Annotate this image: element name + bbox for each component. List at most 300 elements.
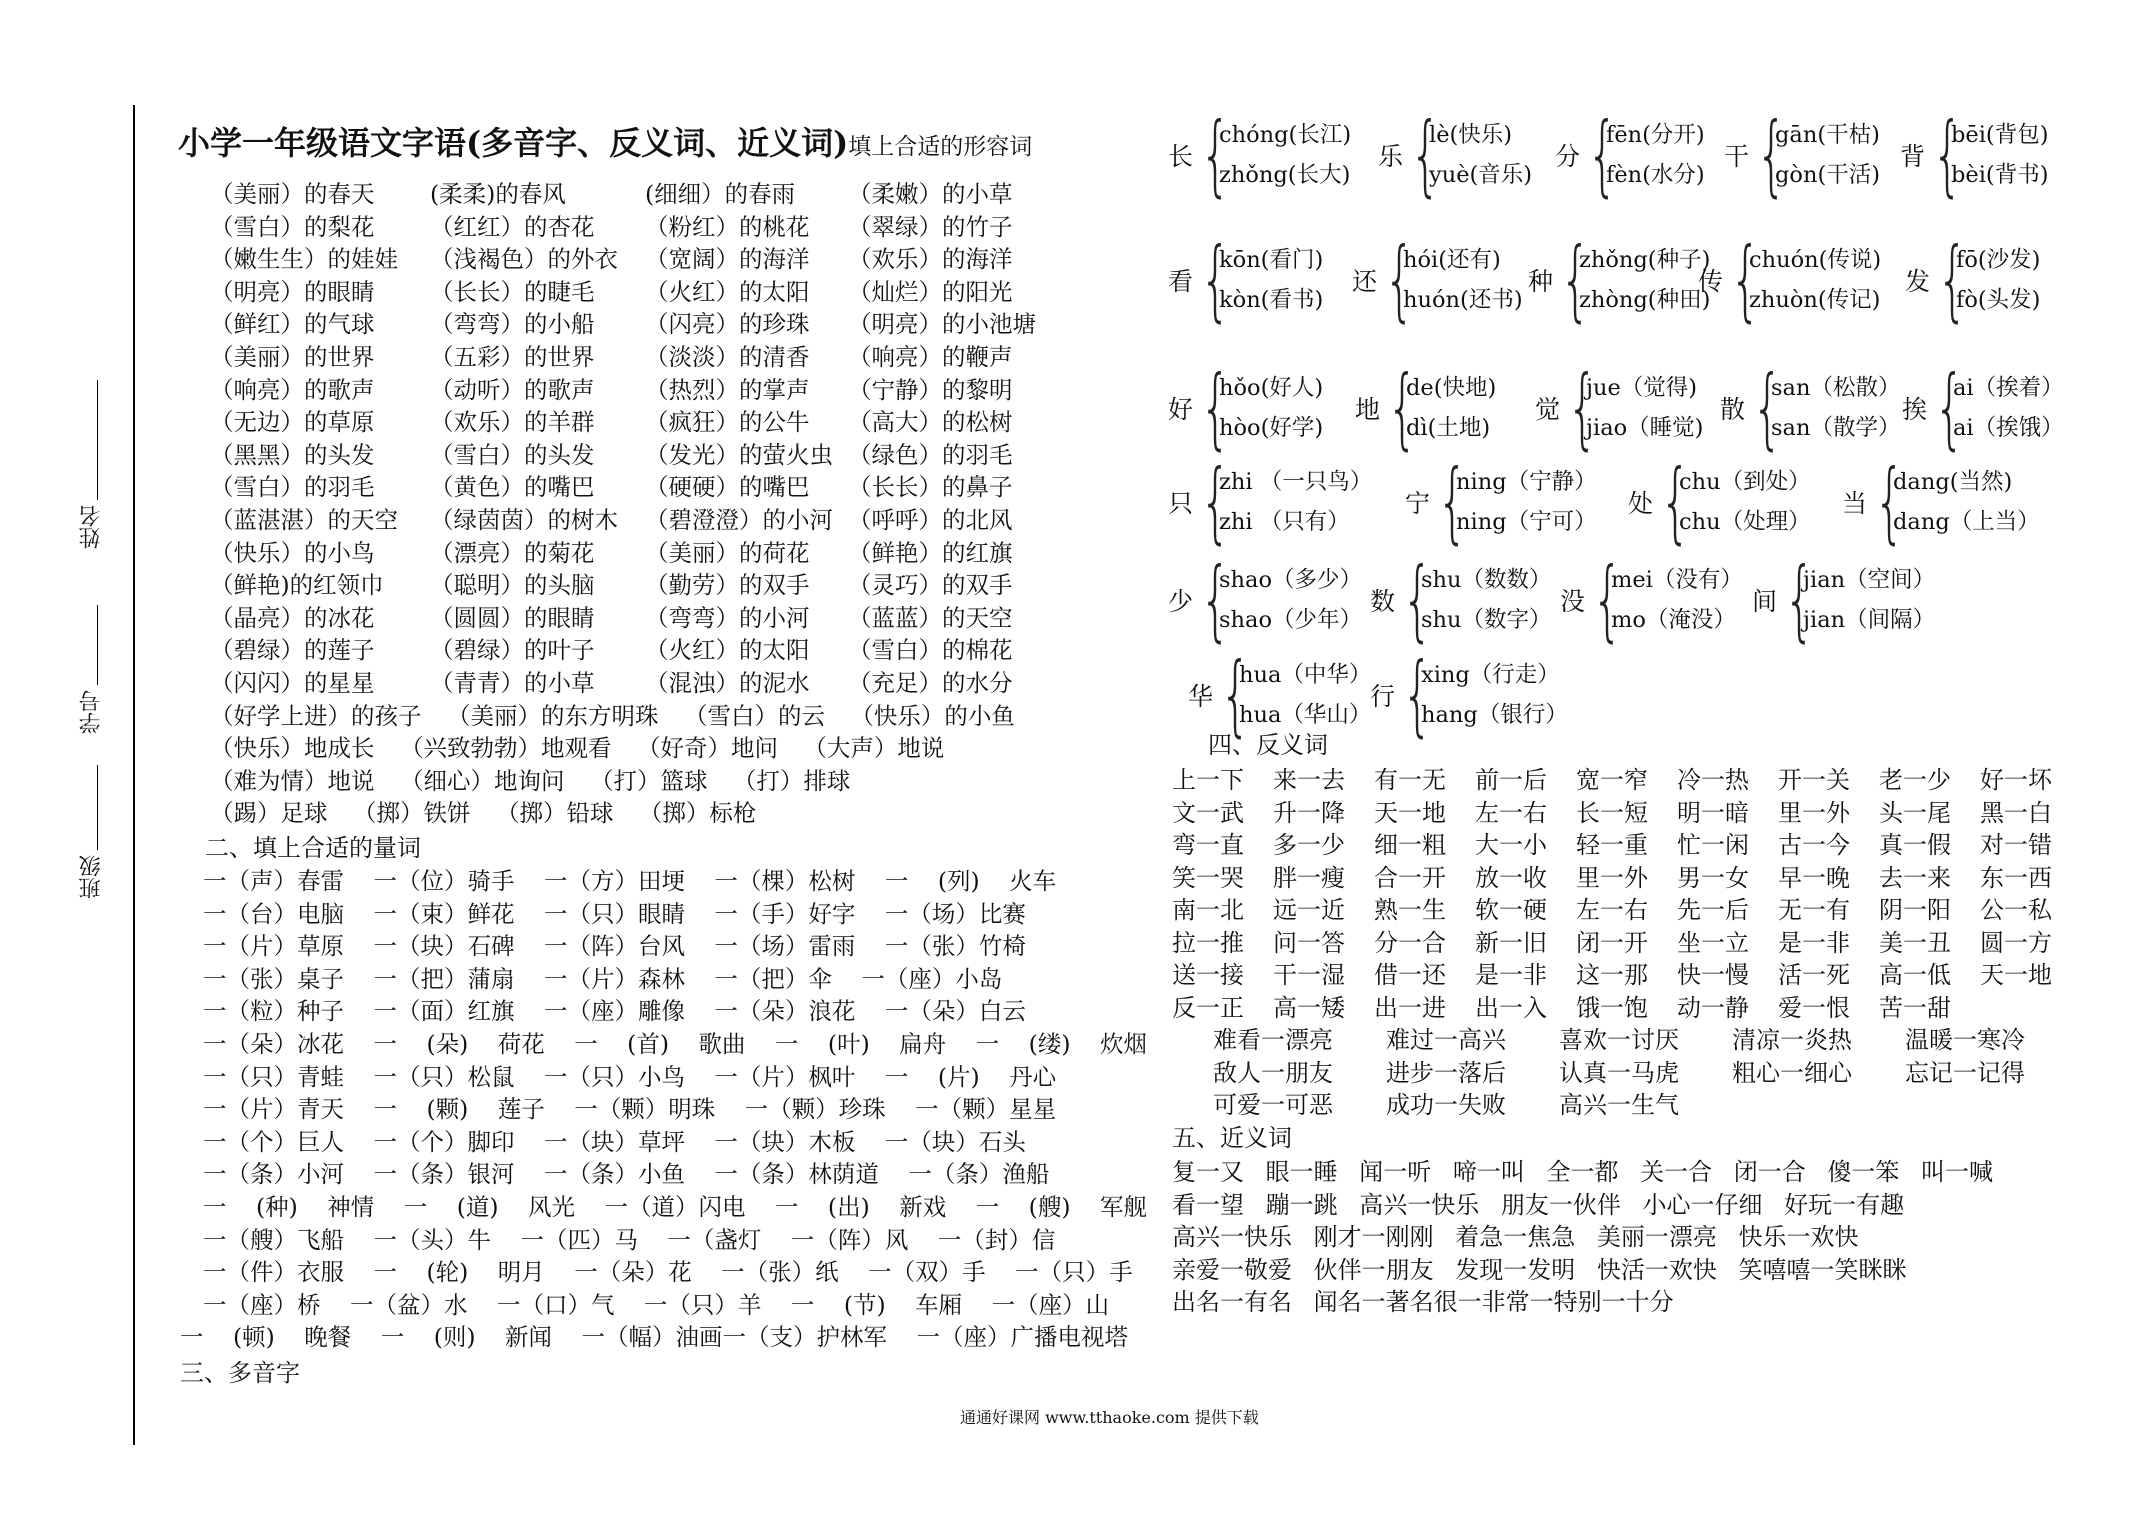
- polyphone-reading: san（散学）: [1771, 415, 1901, 441]
- polyphone-readings: [1219, 115, 1351, 195]
- antonym-pair: 天一地: [1980, 961, 2052, 989]
- adjective-phrase: （碧澄澄）的小河: [645, 506, 833, 534]
- class-label: 班级: [79, 855, 104, 899]
- measure-word-line: 一（张）桌子 一（把）蒲扇 一（片）森林 一（把）伞 一（座）小岛: [203, 964, 1003, 993]
- adjective-phrase: （闪亮）的珍珠: [645, 310, 810, 339]
- antonym-pair: 饿一饱: [1576, 993, 1648, 1022]
- antonym-pair: 轻一重: [1576, 831, 1648, 859]
- polyphone-char: 还: [1352, 267, 1378, 296]
- adjective-phrase: （高大）的松树: [848, 408, 1013, 437]
- brace-glyph: {: [1933, 356, 1965, 459]
- brace-glyph: {: [1586, 103, 1618, 206]
- adjective-phrase: （黑黑）的头发: [210, 440, 375, 469]
- measure-word-line: 一（艘）飞船 一（头）牛 一（匹）马 一（盏灯 一（阵）风 一（封）信: [203, 1225, 1056, 1254]
- brace-glyph: {: [1936, 228, 1968, 331]
- adjective-phrase: （无边）的草原: [210, 408, 375, 437]
- antonym-pair: 无一有: [1778, 896, 1850, 924]
- adjective-phrase: （美丽）的荷花: [645, 538, 810, 567]
- polyphone-readings: [1749, 240, 1881, 320]
- antonym-pair: 东一西: [1980, 863, 2052, 892]
- antonym-pair: 借一还: [1374, 961, 1446, 989]
- polyphone-reading: shu（数数）: [1421, 567, 1552, 593]
- brace-glyph: {: [1409, 103, 1441, 206]
- polyphone-reading: gòn(干活): [1775, 162, 1881, 188]
- adjective-phrase: （红红）的杏花: [430, 212, 595, 241]
- adjective-phrase: （长长）的鼻子: [848, 473, 1013, 502]
- polyphone-readings: [1403, 240, 1523, 320]
- adjective-phrase: （发光）的萤火虫: [645, 440, 833, 469]
- brace-glyph: {: [1729, 228, 1761, 331]
- polyphone-readings: [1679, 462, 1811, 542]
- polyphone-char: 种: [1528, 267, 1554, 296]
- antonym-pair: 大一小: [1475, 831, 1547, 859]
- brace-glyph: {: [1873, 450, 1905, 553]
- adjective-phrase: （嫩生生）的娃娃: [210, 245, 398, 274]
- antonym-pair: 放一收: [1475, 863, 1547, 892]
- polyphone-group: [1902, 356, 2064, 459]
- polyphone-group: [1905, 228, 2041, 331]
- polyphone-group: [1355, 356, 1497, 459]
- antonym-pair: 进步一落后: [1386, 1058, 1506, 1087]
- antonym-pair: 喜欢一讨厌: [1559, 1026, 1679, 1054]
- polyphone-readings: [1611, 560, 1743, 640]
- polyphone-reading: hói(还有): [1403, 247, 1501, 273]
- adjective-phrase: （明亮）的眼睛: [210, 277, 375, 306]
- adjective-phrase-line: （好学上进）的孩子 （美丽）的东方明珠 （雪白）的云 （快乐）的小鱼: [210, 701, 1015, 730]
- polyphone-readings: [1956, 240, 2040, 320]
- polyphone-reading: mei（没有）: [1611, 567, 1743, 593]
- brace-glyph: {: [1401, 643, 1433, 746]
- antonym-pair: 出一入: [1475, 993, 1547, 1022]
- adjective-phrase: （圆圆）的眼睛: [430, 603, 595, 632]
- polyphone-reading: huón(还书): [1403, 287, 1523, 313]
- adjective-phrase: （长长）的睫毛: [430, 277, 595, 306]
- polyphone-char: 间: [1752, 587, 1778, 616]
- student-id-blank: [97, 605, 98, 685]
- antonym-pair: 熟一生: [1374, 896, 1446, 924]
- polyphone-reading: shu（数字）: [1421, 607, 1552, 633]
- polyphone-reading: lè(快乐): [1429, 122, 1513, 148]
- polyphone-reading: shao（少年）: [1219, 607, 1363, 633]
- measure-word-line: 一（只）青蛙 一（只）松鼠 一（只）小鸟 一（片）枫叶 一 (片) 丹心: [203, 1062, 1057, 1091]
- brace-glyph: {: [1436, 450, 1468, 553]
- polyphone-group: [1724, 103, 1881, 206]
- polyphone-reading: hua（中华）: [1239, 662, 1372, 688]
- adjective-phrase-line: （踢）足球 （掷）铁饼 （掷）铅球 （掷）标枪: [210, 799, 757, 828]
- adjective-phrase: （充足）的水分: [848, 669, 1013, 697]
- antonym-pair: 里一外: [1576, 863, 1648, 892]
- adjective-phrase: （弯弯）的小船: [430, 310, 595, 339]
- polyphone-reading: yuè(音乐): [1429, 162, 1533, 188]
- antonym-pair: 圆一方: [1980, 928, 2052, 957]
- antonym-pair: 可爱一可恶: [1213, 1091, 1333, 1119]
- polyphone-reading: de(快地): [1406, 375, 1497, 401]
- brace-glyph: {: [1751, 356, 1783, 459]
- polyphone-group: [1842, 450, 2040, 553]
- adjective-phrase: （鲜红）的气球: [210, 310, 375, 339]
- antonym-pair: 闭一开: [1576, 928, 1648, 957]
- polyphone-readings: [1893, 462, 2040, 542]
- polyphone-reading: zhuòn(传记): [1749, 287, 1881, 313]
- antonym-pair: 早一晚: [1778, 863, 1850, 892]
- polyphone-reading: mo（淹没）: [1611, 607, 1736, 633]
- antonym-pair: 忙一闲: [1677, 831, 1749, 859]
- polyphone-readings: [1579, 240, 1710, 320]
- synonym-line: 看一望 蹦一跳 高兴一快乐 朋友一伙伴 小心一仔细 好玩一有趣: [1172, 1190, 1905, 1219]
- adjective-phrase: （绿色）的羽毛: [848, 440, 1013, 469]
- antonym-pair: 高兴一生气: [1559, 1091, 1679, 1119]
- adjective-phrase: （柔嫩）的小草: [848, 180, 1013, 208]
- brace-glyph: {: [1199, 228, 1231, 331]
- polyphone-reading: jian（空间）: [1803, 567, 1936, 593]
- measure-word-line: 一（粒）种子 一（面）红旗 一（座）雕像 一（朵）浪花 一（朵）白云: [203, 997, 1026, 1026]
- adjective-phrase: （碧绿）的莲子: [210, 636, 375, 665]
- polyphone-char: 长: [1168, 142, 1194, 171]
- polyphone-reading: hòo(好学): [1219, 415, 1324, 441]
- title-subtitle: 填上合适的形容词: [848, 134, 1033, 160]
- antonym-pair: 老一少: [1879, 766, 1951, 794]
- polyphone-char: 数: [1370, 587, 1396, 616]
- adjective-phrase: （响亮）的歌声: [210, 375, 375, 404]
- antonym-pair: 多一少: [1273, 831, 1345, 859]
- antonym-pair: 好一坏: [1980, 766, 2052, 794]
- antonym-pair: 左一右: [1576, 896, 1648, 924]
- antonym-pair: 敌人一朋友: [1213, 1058, 1333, 1087]
- polyphone-group: [1370, 643, 1568, 746]
- measure-word-line: 一（片）青天 一 (颗) 莲子 一（颗）明珠 一（颗）珍珠 一（颗）星星: [203, 1095, 1057, 1124]
- polyphone-readings: [1953, 368, 2064, 448]
- polyphone-group: [1168, 228, 1324, 331]
- antonym-pair: 天一地: [1374, 798, 1446, 827]
- adjective-phrase: （聪明）的头脑: [430, 571, 595, 600]
- antonym-pair: 新一旧: [1475, 928, 1547, 957]
- antonym-pair: 弯一直: [1172, 831, 1244, 859]
- polyphone-reading: jiao（睡觉): [1586, 415, 1704, 441]
- polyphone-char: 传: [1698, 267, 1724, 296]
- adjective-phrase: （淡淡）的清香: [645, 343, 810, 371]
- adjective-phrase: （美丽）的春天: [210, 180, 375, 208]
- antonym-pair: 冷一热: [1677, 766, 1749, 794]
- measure-word-line: 一 (顿) 晚餐 一 (则) 新闻 一（幅）油画一（支）护林军 一（座）广播电视塔: [180, 1323, 1128, 1352]
- polyphone-reading: chu（到处）: [1679, 469, 1811, 495]
- polyphone-char: 行: [1370, 682, 1396, 711]
- polyphone-readings: [1803, 560, 1935, 640]
- brace-glyph: {: [1755, 103, 1787, 206]
- polyphone-group: [1378, 103, 1533, 206]
- adjective-phrase: （响亮）的鞭声: [848, 343, 1013, 371]
- polyphone-readings: [1219, 560, 1362, 640]
- antonym-pair: 真一假: [1879, 831, 1951, 859]
- polyphone-group: [1168, 356, 1324, 459]
- polyphone-char: 好: [1168, 395, 1194, 424]
- polyphone-char: 看: [1168, 267, 1194, 296]
- antonym-pair: 忘记一记得: [1905, 1058, 2025, 1087]
- adjective-phrase: （混浊）的泥水: [645, 669, 810, 697]
- section-heading-synonyms: 五、近义词: [1172, 1124, 1292, 1152]
- adjective-phrase: （雪白）的梨花: [210, 212, 375, 241]
- polyphone-readings: [1219, 240, 1323, 320]
- antonym-pair: 美一丑: [1879, 928, 1951, 957]
- polyphone-reading: chuón(传说): [1749, 247, 1882, 273]
- synonym-line: 高兴一快乐 刚才一刚刚 着急一焦急 美丽一漂亮 快乐一欢快: [1172, 1223, 1859, 1251]
- antonym-pair: 温暖一寒冷: [1905, 1026, 2025, 1054]
- adjective-phrase: （青青）的小草: [430, 669, 595, 697]
- polyphone-readings: [1456, 462, 1597, 542]
- antonym-pair: 上一下: [1172, 766, 1244, 794]
- polyphone-group: [1535, 356, 1704, 459]
- adjective-phrase-line: （快乐）地成长 （兴致勃勃）地观看 （好奇）地问 （大声）地说: [210, 734, 945, 763]
- polyphone-readings: [1219, 368, 1323, 448]
- adjective-phrase: （雪白）的头发: [430, 440, 595, 469]
- polyphone-reading: ai（挨着）: [1953, 375, 2064, 401]
- polyphone-char: 只: [1168, 489, 1194, 518]
- polyphone-reading: hang（银行）: [1421, 702, 1568, 728]
- antonym-pair: 坐一立: [1677, 928, 1749, 957]
- polyphone-char: 没: [1560, 587, 1586, 616]
- measure-word-line: 一（件）衣服 一 (轮) 明月 一（朵）花 一（张）纸 一（双）手 一（只）手: [203, 1258, 1133, 1287]
- antonym-pair: 有一无: [1374, 766, 1446, 794]
- polyphone-reading: dì(土地): [1406, 415, 1491, 441]
- adjective-phrase: （鲜艳)的红领巾: [210, 571, 384, 600]
- polyphone-reading: fèn(水分): [1606, 162, 1705, 188]
- polyphone-char: 华: [1188, 682, 1214, 711]
- adjective-phrase: （雪白）的棉花: [848, 636, 1013, 665]
- polyphone-reading: ning（宁静）: [1456, 469, 1597, 495]
- adjective-phrase: （快乐）的小鸟: [210, 538, 375, 567]
- polyphone-group: [1370, 548, 1552, 651]
- antonym-pair: 快一慢: [1677, 961, 1749, 989]
- adjective-phrase: （浅褐色）的外衣: [430, 245, 618, 274]
- polyphone-reading: jue（觉得): [1586, 375, 1698, 401]
- antonym-pair: 远一近: [1273, 896, 1345, 924]
- antonym-pair: 动一静: [1677, 993, 1749, 1022]
- antonym-pair: 前一后: [1475, 766, 1547, 794]
- antonym-pair: 出一进: [1374, 993, 1446, 1022]
- synonym-line: 出名一有名 闻名一著名很一非常一特别一十分: [1172, 1288, 1674, 1316]
- antonym-pair: 先一后: [1677, 896, 1749, 924]
- adjective-phrase: （热烈）的掌声: [645, 375, 810, 404]
- polyphone-group: [1168, 548, 1363, 651]
- polyphone-group: [1405, 450, 1597, 553]
- antonym-pair: 男一女: [1677, 863, 1749, 892]
- antonym-pair: 反一正: [1172, 993, 1244, 1022]
- antonym-pair: 难过一高兴: [1386, 1026, 1506, 1054]
- adjective-phrase: （黄色）的嘴巴: [430, 473, 595, 502]
- adjective-phrase: （呼呼）的北风: [848, 506, 1013, 534]
- polyphone-char: 觉: [1535, 395, 1561, 424]
- antonym-pair: 认真一马虎: [1559, 1058, 1679, 1087]
- antonym-pair: 去一来: [1879, 863, 1951, 892]
- adjective-phrase: （明亮）的小池塘: [848, 310, 1036, 339]
- polyphone-group: [1720, 356, 1901, 459]
- antonym-pair: 苦一甜: [1879, 993, 1951, 1022]
- antonym-pair: 黑一白: [1980, 798, 2052, 827]
- adjective-phrase: （翠绿）的竹子: [848, 212, 1013, 241]
- brace-glyph: {: [1386, 356, 1418, 459]
- polyphone-char: 分: [1555, 142, 1581, 171]
- antonym-pair: 长一短: [1576, 798, 1648, 827]
- adjective-phrase: （鲜艳）的红旗: [848, 538, 1013, 567]
- measure-word-line: 一 (种) 神情 一 (道) 风光 一（道）闪电 一 (出) 新戏 一 (艘) 军舰: [203, 1193, 1147, 1221]
- brace-glyph: {: [1591, 548, 1623, 651]
- brace-glyph: {: [1199, 548, 1231, 651]
- polyphone-reading: bēi(背包): [1951, 122, 2049, 148]
- polyphone-reading: fēn(分开): [1606, 122, 1705, 148]
- antonym-pair: 南一北: [1172, 896, 1244, 924]
- section-heading-antonyms: 四、反义词: [1208, 731, 1328, 759]
- adjective-phrase: （晶亮）的冰花: [210, 603, 375, 632]
- antonym-pair: 软一硬: [1475, 896, 1547, 924]
- polyphone-char: 散: [1720, 395, 1746, 424]
- polyphone-reading: dang（上当）: [1893, 509, 2040, 535]
- polyphone-reading: chóng(长江): [1219, 122, 1352, 148]
- adjective-phrase: （粉红）的桃花: [645, 212, 810, 241]
- page-title: [178, 118, 1032, 164]
- polyphone-group: [1168, 103, 1352, 206]
- polyphone-reading: fō(沙发): [1956, 247, 2041, 273]
- antonym-pair: 干一湿: [1273, 961, 1345, 989]
- polyphone-reading: ai（挨饿）: [1953, 415, 2064, 441]
- polyphone-reading: kòn(看书): [1219, 287, 1324, 313]
- polyphone-reading: zhi （一只鸟）: [1219, 469, 1373, 495]
- title-main: 小学一年级语文字语(多音字、反义词、近义词): [178, 124, 849, 162]
- polyphone-reading: kōn(看门): [1219, 247, 1324, 273]
- brace-glyph: {: [1559, 228, 1591, 331]
- brace-glyph: {: [1199, 450, 1231, 553]
- polyphone-readings: [1406, 368, 1496, 448]
- polyphone-readings: [1239, 655, 1371, 735]
- synonym-line: 亲爱一敬爱 伙伴一朋友 发现一发明 快活一欢快 笑嘻嘻一笑眯眯: [1172, 1255, 1907, 1284]
- class-blank: [97, 765, 98, 850]
- polyphone-readings: [1606, 115, 1705, 195]
- antonym-pair: 难看一漂亮: [1213, 1026, 1333, 1054]
- adjective-phrase: （火红）的太阳: [645, 636, 810, 665]
- adjective-phrase: （蓝湛湛）的天空: [210, 506, 398, 534]
- brace-glyph: {: [1199, 356, 1231, 459]
- polyphone-group: [1628, 450, 1811, 553]
- antonym-pair: 清凉一炎热: [1732, 1026, 1852, 1054]
- antonym-pair: 细一粗: [1374, 831, 1446, 859]
- polyphone-reading: hǒo(好人): [1219, 375, 1324, 401]
- adjective-phrase: （火红）的太阳: [645, 277, 810, 306]
- brace-glyph: {: [1783, 548, 1815, 651]
- antonym-pair: 阴一阳: [1879, 896, 1951, 924]
- antonym-pair: 粗心一细心: [1732, 1058, 1852, 1087]
- antonym-pair: 笑一哭: [1172, 863, 1244, 892]
- polyphone-group: [1528, 228, 1711, 331]
- polyphone-group: [1352, 228, 1523, 331]
- measure-word-line: 一（个）巨人 一（个）脚印 一（块）草坪 一（块）木板 一（块）石头: [203, 1127, 1026, 1156]
- antonym-pair: 这一那: [1576, 961, 1648, 989]
- polyphone-reading: zhǒng(种子): [1579, 247, 1711, 273]
- brace-glyph: {: [1931, 103, 1963, 206]
- polyphone-reading: san（松散）: [1771, 375, 1901, 401]
- adjective-phrase: （闪闪）的星星: [210, 669, 375, 697]
- polyphone-reading: fò(头发): [1956, 287, 2041, 313]
- polyphone-char: 少: [1168, 587, 1194, 616]
- adjective-phrase: （美丽）的世界: [210, 343, 375, 371]
- measure-word-line: 一（朵）冰花 一 (朵) 荷花 一 (首) 歌曲 一 (叶) 扁舟 一 (缕) 炊烟: [203, 1030, 1147, 1058]
- polyphone-reading: gān(干枯): [1775, 122, 1880, 148]
- polyphone-char: 处: [1628, 489, 1654, 518]
- polyphone-readings: [1421, 560, 1552, 640]
- antonym-pair: 文一武: [1172, 798, 1244, 827]
- adjective-phrase: （宽阔）的海洋: [645, 245, 810, 274]
- antonym-pair: 是一非: [1475, 961, 1547, 989]
- measure-word-line: 一（座）桥 一（盆）水 一（口）气 一（只）羊 一 (节) 车厢 一（座）山: [203, 1290, 1110, 1319]
- student-id-label: 学号: [79, 690, 104, 734]
- adjective-phrase: （欢乐）的海洋: [848, 245, 1013, 274]
- adjective-phrase: （欢乐）的羊群: [430, 408, 595, 437]
- antonym-pair: 公一私: [1980, 896, 2052, 924]
- polyphone-readings: [1586, 368, 1703, 448]
- antonym-pair: 活一死: [1778, 961, 1850, 989]
- measure-word-line: 一（片）草原 一（块）石碑 一（阵）台风 一（场）雷雨 一（张）竹椅: [203, 932, 1026, 961]
- brace-glyph: {: [1219, 643, 1251, 746]
- antonym-pair: 头一尾: [1879, 798, 1951, 827]
- adjective-phrase: （硬硬）的嘴巴: [645, 473, 810, 502]
- adjective-phrase: （雪白）的羽毛: [210, 473, 375, 502]
- adjective-phrase: （灵巧）的双手: [848, 571, 1013, 600]
- adjective-phrase: （动听）的歌声: [430, 375, 595, 404]
- antonym-pair: 是一非: [1778, 928, 1850, 957]
- polyphone-readings: [1421, 655, 1568, 735]
- adjective-phrase: （疯狂）的公牛: [645, 408, 810, 437]
- antonym-pair: 高一矮: [1273, 993, 1345, 1022]
- antonym-pair: 合一开: [1374, 863, 1446, 892]
- polyphone-reading: chu（处理）: [1679, 509, 1811, 535]
- adjective-phrase-line: （难为情）地说 （细心）地询问 （打）篮球 （打）排球: [210, 766, 851, 795]
- brace-glyph: {: [1383, 228, 1415, 331]
- polyphone-char: 当: [1842, 489, 1868, 518]
- adjective-phrase: （五彩）的世界: [430, 343, 595, 371]
- polyphone-readings: [1771, 368, 1900, 448]
- student-name-blank: [97, 380, 98, 500]
- polyphone-group: [1555, 103, 1705, 206]
- brace-glyph: {: [1401, 548, 1433, 651]
- antonym-pair: 明一暗: [1677, 798, 1749, 827]
- antonym-pair: 高一低: [1879, 961, 1951, 989]
- antonym-pair: 爱一恨: [1778, 993, 1850, 1022]
- antonym-pair: 胖一瘦: [1273, 863, 1345, 892]
- brace-glyph: {: [1659, 450, 1691, 553]
- polyphone-group: [1168, 450, 1373, 553]
- antonym-pair: 分一合: [1374, 928, 1446, 957]
- adjective-phrase: （绿茵茵）的树木: [430, 506, 618, 534]
- footer-credit: 通通好课网 www.tthaoke.com 提供下载: [960, 1408, 1259, 1427]
- antonym-pair: 对一错: [1980, 831, 2052, 859]
- antonym-pair: 升一降: [1273, 798, 1345, 827]
- polyphone-readings: [1951, 115, 2048, 195]
- polyphone-reading: bèi(背书): [1951, 162, 2049, 188]
- antonym-pair: 问一答: [1273, 928, 1345, 957]
- polyphone-readings: [1219, 462, 1372, 542]
- adjective-phrase: （碧绿）的叶子: [430, 636, 595, 665]
- polyphone-char: 背: [1900, 142, 1926, 171]
- adjective-phrase: （弯弯）的小河: [645, 603, 810, 632]
- margin-line: [133, 105, 135, 1445]
- polyphone-char: 挨: [1902, 395, 1928, 424]
- antonym-pair: 左一右: [1475, 798, 1547, 827]
- adjective-phrase: (细细）的春雨: [645, 180, 796, 208]
- antonym-pair: 开一关: [1778, 766, 1850, 794]
- polyphone-char: 发: [1905, 267, 1931, 296]
- adjective-phrase: （勤劳）的双手: [645, 571, 810, 600]
- antonym-pair: 古一今: [1778, 831, 1850, 859]
- polyphone-readings: [1775, 115, 1880, 195]
- measure-word-line: 一（台）电脑 一（束）鲜花 一（只）眼睛 一（手）好字 一（场）比赛: [203, 899, 1026, 928]
- adjective-phrase: （宁静）的黎明: [848, 375, 1013, 404]
